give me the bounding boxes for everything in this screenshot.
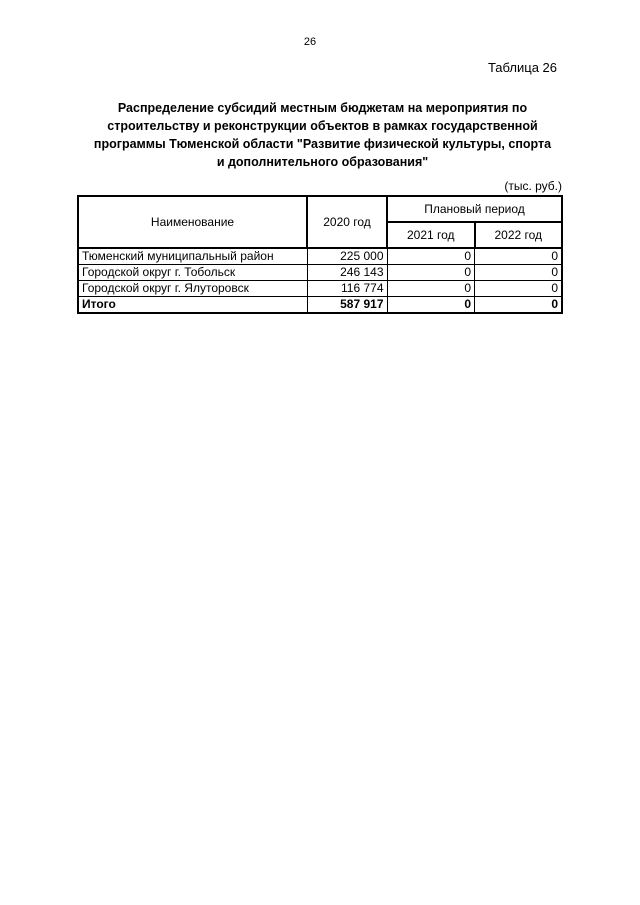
title-line: Распределение субсидий местным бюджетам на мероприятия по <box>117 101 528 115</box>
row-name: Тюменский муниципальный район <box>78 248 307 265</box>
title-line: программы Тюменской области "Развитие физической культуры, спорта <box>93 137 552 151</box>
row-2021: 0 <box>387 281 475 297</box>
row-2022: 0 <box>475 265 563 281</box>
title-line: строительству и реконструкции объектов в рамках государственной <box>107 119 538 133</box>
units-label: (тыс. руб.) <box>504 179 562 193</box>
row-name: Городской округ г. Ялуторовск <box>78 281 307 297</box>
header-2020: 2020 год <box>307 196 387 248</box>
table-row <box>78 281 562 297</box>
row-2020: 116 774 <box>307 281 387 297</box>
document-title <box>70 99 575 171</box>
header-planned-period: Плановый период <box>387 196 562 222</box>
total-2022: 0 <box>475 297 563 314</box>
table-label: Таблица 26 <box>487 60 557 75</box>
row-2020: 225 000 <box>307 248 387 265</box>
subsidy-table <box>77 195 563 314</box>
total-name: Итого <box>78 297 307 314</box>
total-2021: 0 <box>387 297 475 314</box>
total-row <box>78 297 562 314</box>
title-line: и дополнительного образования" <box>216 155 429 169</box>
table-row <box>78 248 562 265</box>
header-2022: 2022 год <box>475 222 563 248</box>
header-name: Наименование <box>78 196 307 248</box>
row-2021: 0 <box>387 265 475 281</box>
total-2020: 587 917 <box>307 297 387 314</box>
row-2022: 0 <box>475 248 563 265</box>
header-2021: 2021 год <box>387 222 475 248</box>
table-row <box>78 265 562 281</box>
row-2020: 246 143 <box>307 265 387 281</box>
row-2021: 0 <box>387 248 475 265</box>
row-name: Городской округ г. Тобольск <box>78 265 307 281</box>
row-2022: 0 <box>475 281 563 297</box>
page-number: 26 <box>303 36 317 48</box>
